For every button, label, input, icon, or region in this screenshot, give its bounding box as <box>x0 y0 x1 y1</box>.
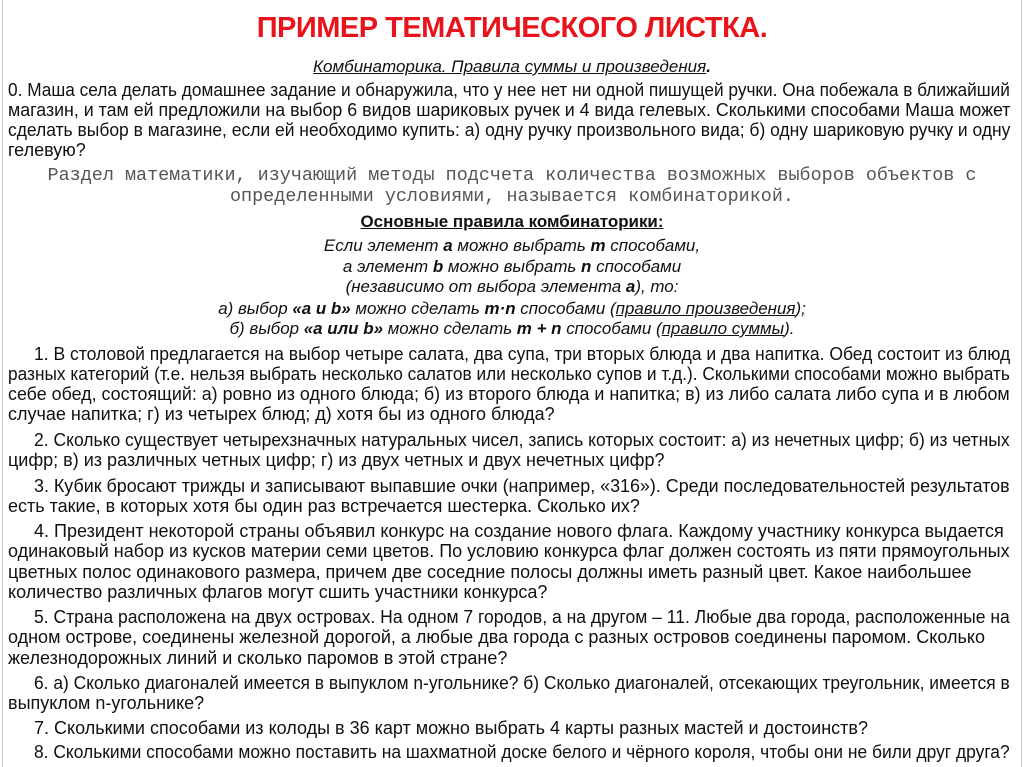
rule-text: можно сделать <box>382 319 517 338</box>
problem-8-line: 8. Сколькими способами можно поставить на шахматной доске белого и чёрного короля, чтобы они не били друг друга? <box>34 742 1010 762</box>
rule-text: способами ( <box>515 299 616 318</box>
problem-6-line: выпуклом n-угольнике? <box>8 693 205 713</box>
rule-text: способами <box>591 257 682 276</box>
rule-var: a <box>443 236 453 255</box>
problem-4-line: одинаковый набор из кусков материи семи цветов. По условию конкурса флаг должен состоять из пяти прямоугольных <box>8 541 1010 561</box>
rule-var: a <box>625 277 636 296</box>
rule-sum <box>2 319 1022 339</box>
problem-0-line: гелевую? <box>8 140 86 160</box>
rule-var: «a или b» <box>303 319 383 338</box>
rule-var: m + n <box>516 319 562 338</box>
problem-3-line: 3. Кубик бросают трижды и записывают выпавшие очки (например, «316»). Среди последовательностей результатов <box>34 476 1010 496</box>
rule-name: правило суммы <box>661 319 785 338</box>
problem-1-line: 1. В столовой предлагается на выбор четыре салата, два супа, три вторых блюда и два напитка. Обед состоит из блюд <box>34 344 1011 364</box>
rule-text: можно выбрать <box>443 257 582 276</box>
rule-text: можно сделать <box>350 299 485 318</box>
problem-4-line: количество различных флагов могут сшить участники конкурса? <box>8 582 548 602</box>
rule-var: b <box>432 257 444 276</box>
definition-line: Раздел математики, изучающий методы подсчета количества возможных выборов объектов с <box>47 165 977 186</box>
problem-1-line: разных категорий (т.е. нельзя выбрать несколько салатов или несколько супов и т.д.). Сколькими способами можно выбрать <box>8 364 1010 384</box>
problem-4-line: цветных полос одинакового размера, причем две соседние полосы должны иметь разный цвет. Какое наибольшее <box>8 562 972 582</box>
rule-text: а элемент <box>342 257 433 276</box>
problem-6-line: 6. а) Сколько диагоналей имеется в выпуклом n-угольнике? б) Сколько диагоналей, отсекающих треугольник, имеется в <box>34 673 1010 693</box>
page-title: ПРИМЕР ТЕМАТИЧЕСКОГО ЛИСТКА. <box>256 12 768 44</box>
rule-name: правило произведения <box>615 299 796 318</box>
problem-2-line: цифр; в) из различных четных цифр; г) из двух четных и двух нечетных цифр? <box>8 450 665 470</box>
rule-product <box>2 299 1022 319</box>
rule-text: можно выбрать <box>452 236 591 255</box>
problem-7-line: 7. Сколькими способами из колоды в 36 карт можно выбрать 4 карты разных мастей и достоинств? <box>34 718 868 738</box>
problem-1-line: случае напитка; г) из четырех блюд; д) хотя бы из одного блюда? <box>8 404 555 424</box>
rule-text: способами ( <box>561 319 662 338</box>
problem-5-line: железнодорожных линий и сколько паромов в этой стране? <box>8 648 508 668</box>
problem-0-line: магазин, и там ей предложили на выбор 6 видов шариковых ручек и 4 вида гелевых. Сколькими способами Маша может <box>8 100 1011 120</box>
definition-line: определенными условиями, называется комбинаторикой. <box>229 186 794 207</box>
problem-4-line: 4. Президент некоторой страны объявил конкурс на создание нового флага. Каждому участнику конкурса выдается <box>34 521 1004 541</box>
rule-text: ); <box>795 299 806 318</box>
rule-text: б) выбор <box>229 319 304 338</box>
rule-line <box>2 257 1022 277</box>
problem-5-line: одном острове, соединены железной дорогой, а любые два города с разных островов соединены паромом. Сколько <box>8 627 985 647</box>
problem-1-line: себе обед, состоящий: а) ровно из одного блюда; б) из второго блюда и напитка; в) из либо салата либо супа и в любом <box>8 384 1010 404</box>
subtitle <box>0 57 1024 77</box>
rule-var: n <box>581 257 592 276</box>
rule-var: «a и b» <box>292 299 351 318</box>
subtitle-dot: . <box>706 57 711 76</box>
rule-text: а) выбор <box>218 299 293 318</box>
rule-var: m <box>590 236 606 255</box>
problem-0-line: 0. Маша села делать домашнее задание и обнаружила, что у нее нет ни одной пишущей ручки. Она побежала в ближайший <box>8 80 1010 100</box>
rule-text: ). <box>784 319 795 338</box>
rule-line <box>2 236 1022 256</box>
subtitle-text: Комбинаторика. Правила суммы и произведения <box>313 57 707 76</box>
rule-text: Если элемент <box>323 236 444 255</box>
rule-line <box>2 277 1022 297</box>
problem-0-line: сделать выбор в магазине, если ей необходимо купить: а) одну ручку произвольного вида; б) одну шариковую ручку и одну <box>8 120 1011 140</box>
rule-text: способами, <box>605 236 701 255</box>
rule-text: (независимо от выбора элемента <box>345 277 626 296</box>
problem-2-line: 2. Сколько существует четырехзначных натуральных чисел, запись которых состоит: а) из нечетных цифр; б) из четных <box>34 430 1010 450</box>
rule-var: m·n <box>484 299 516 318</box>
problem-3-line: есть такие, в которых хотя бы один раз встречается шестерка. Сколько их? <box>8 496 640 516</box>
rule-text: ), то: <box>635 277 679 296</box>
rules-heading: Основные правила комбинаторики: <box>360 212 664 231</box>
problem-5-line: 5. Страна расположена на двух островах. На одном 7 городов, а на другом – 11. Любые два города, расположенные на <box>34 607 1010 627</box>
